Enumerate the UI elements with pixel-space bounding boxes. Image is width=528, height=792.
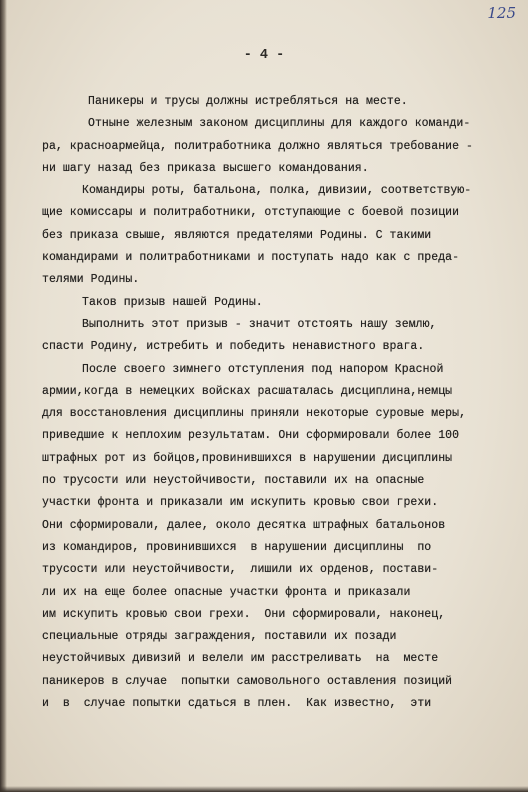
text-line: Отныне железным законом дисциплины для каждого команди- (88, 117, 471, 131)
text-line: без приказа свыше, являются предателями Родины. С такими (42, 228, 432, 242)
text-line: и в случае попытки сдаться в плен. Как известно, эти (42, 697, 432, 711)
text-line: специальные отряды заграждения, поставили их позади (42, 630, 397, 644)
text-line: им искупить кровью свои грехи. Они сформировали, наконец, (42, 607, 446, 621)
text-line: из командиров, провинившихся в нарушении дисциплины по (42, 540, 432, 554)
text-line: трусости или неустойчивости, лишили их орденов, постави- (42, 563, 439, 577)
text-line: спасти Родину, истребить и победить ненавистного врага. (42, 340, 425, 354)
text-line: Паникеры и трусы должны истребляться на месте. (88, 95, 408, 108)
text-line: После своего зимнего отступления под напором Красной (82, 362, 444, 376)
text-line: телями Родины. (42, 273, 140, 287)
text-line: ра, красноармейца, политработника должно являться требование - (42, 139, 473, 153)
text-line: штрафных рот из бойцов,провинившихся в нарушении дисциплины (42, 451, 453, 465)
text-line: паникеров в случае попытки самовольного оставления позиций (42, 674, 453, 688)
page-number: - 4 - (243, 48, 285, 63)
text-line: ни шагу назад без приказа высшего командования. (42, 161, 369, 175)
text-line: для восстановления дисциплины приняли некоторые суровые меры, (42, 407, 467, 421)
text-line: Выполнить этот призыв - значит отстоять нашу землю, (82, 317, 437, 331)
page-edge-shadow-bottom (0, 786, 528, 792)
text-line: Таков призыв нашей Родины. (82, 295, 263, 309)
text-line: по трусости или неустойчивости, поставили их на опасные (42, 474, 425, 488)
text-line: Командиры роты, батальона, полка, дивизии, соответствую- (82, 184, 472, 198)
text-line: щие комиссары и политработники, отступающие с боевой позиции (42, 206, 460, 220)
text-line: армии,когда в немецких войсках расшаталась дисциплина,немцы (42, 384, 453, 398)
text-line: неустойчивых дивизий и велели им расстреливать на месте (42, 652, 439, 666)
text-line: Они сформировали, далее, около десятка штрафных батальонов (42, 518, 446, 532)
text-line: приведшие к неплохим результатам. Они сформировали более 100 (42, 429, 460, 443)
body-text (0, 91, 528, 715)
text-line: участки фронта и приказали им искупить кровью свои грехи. (42, 496, 439, 510)
handwritten-folio-number: 125 (487, 4, 516, 22)
text-line: ли их на еще более опасные участки фронта и приказали (42, 585, 411, 599)
text-line: командирами и политработниками и поступать надо как с преда- (42, 251, 460, 265)
